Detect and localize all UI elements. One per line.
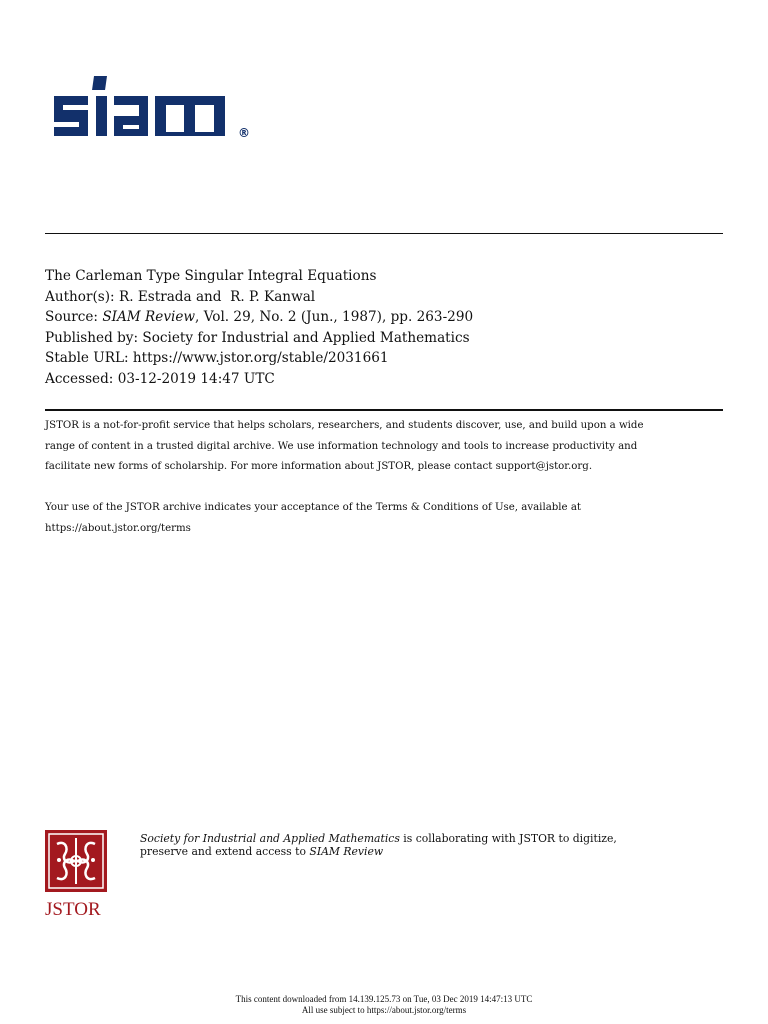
notice-line: range of content in a trusted digital archive. We use information technology and tools to increase productivity and	[45, 440, 638, 452]
source-journal: SIAM Review	[102, 309, 196, 325]
citation-block	[45, 266, 473, 389]
stable-url-line: Stable URL: https://www.jstor.org/stable/2031661	[45, 350, 389, 366]
notice-line: facilitate new forms of scholarship. For more information about JSTOR, please contact support@jstor.org.	[45, 461, 593, 473]
download-footer	[0, 994, 768, 1015]
stable-url-link[interactable]: https://www.jstor.org/stable/2031661	[132, 350, 389, 366]
article-title: The Carleman Type Singular Integral Equations	[45, 268, 377, 284]
jstor-wordmark: JSTOR	[45, 899, 101, 920]
terms-link[interactable]: https://about.jstor.org/terms	[45, 522, 191, 534]
jstor-logo-icon	[45, 830, 107, 892]
top-divider	[45, 233, 723, 234]
collab-publisher: Society for Industrial and Applied Mathematics	[140, 832, 400, 845]
collab-journal: SIAM Review	[309, 845, 384, 859]
siam-logo	[54, 76, 254, 138]
svg-text:®: ®	[238, 126, 250, 138]
terms-notice	[45, 498, 735, 539]
source-line: Source: SIAM Review, Vol. 29, No. 2 (Jun., 1987), pp. 263-290	[45, 309, 474, 325]
footer-line: All use subject to https://about.jstor.org/terms	[301, 1004, 467, 1015]
notice-divider	[45, 409, 723, 411]
notice-line: JSTOR is a not-for-profit service that helps scholars, researchers, and students discover, use, and build upon a wide	[45, 420, 644, 431]
authors-line: Author(s): R. Estrada and R. P. Kanwal	[45, 288, 316, 305]
collaboration-statement: Society for Industrial and Applied Mathematics is collaborating with JSTOR to digitize, preserve and extend access to SIAM Review	[140, 832, 617, 859]
accessed-line: Accessed: 03-12-2019 14:47 UTC	[45, 370, 275, 387]
publisher-line: Published by: Society for Industrial and Applied Mathematics	[45, 329, 470, 346]
footer-line: This content downloaded from 14.139.125.73 on Tue, 03 Dec 2019 14:47:13 UTC	[235, 994, 533, 1004]
terms-line: Your use of the JSTOR archive indicates your acceptance of the Terms & Conditions of Use, available at	[45, 502, 581, 513]
jstor-notice	[45, 416, 735, 478]
